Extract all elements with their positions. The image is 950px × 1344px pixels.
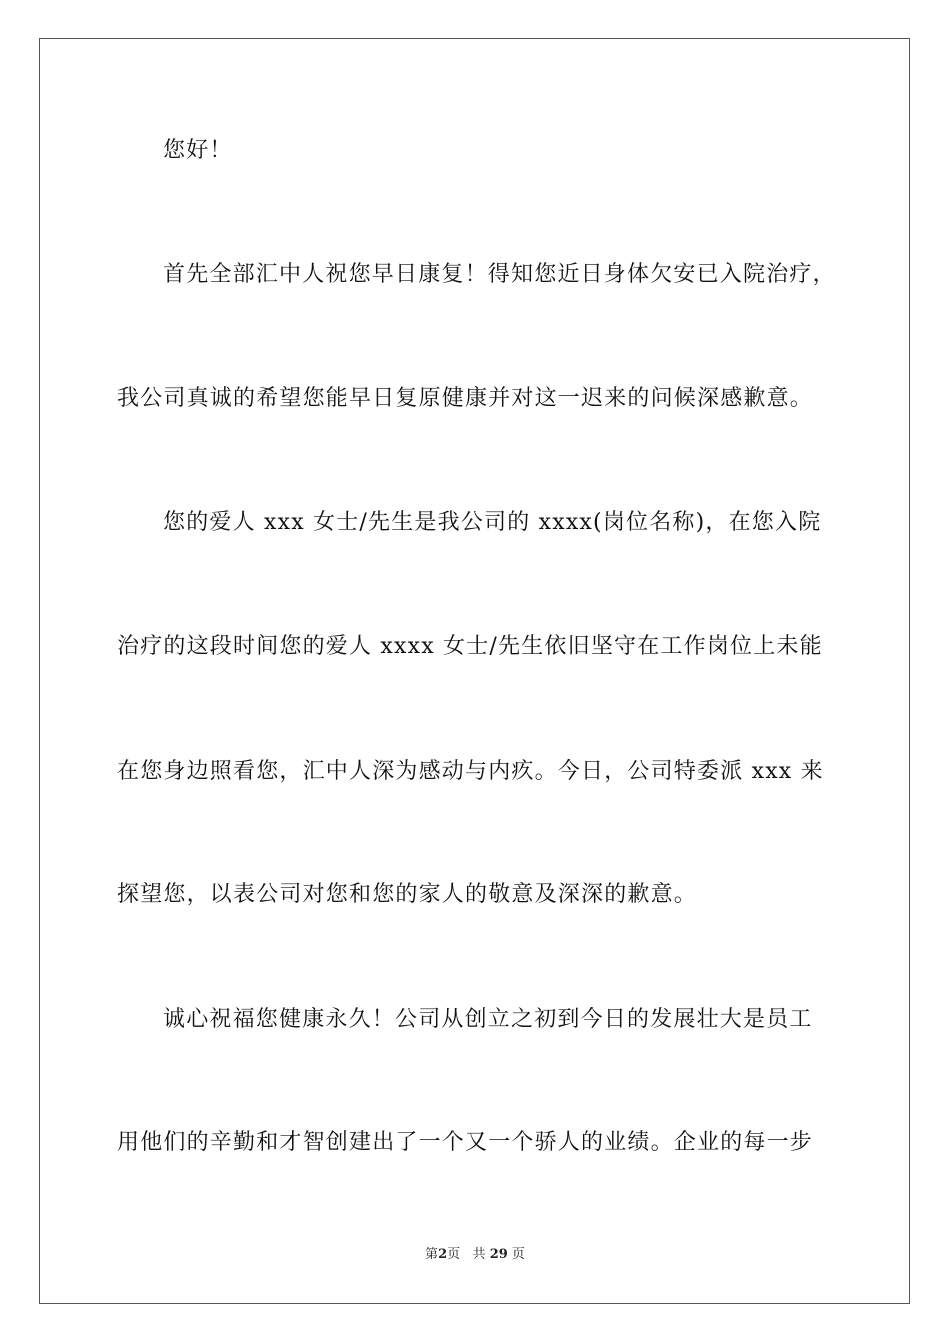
- paragraph-1-line-1: 首先全部汇中人祝您早日康复！得知您近日身体欠安已入院治疗，: [163, 262, 836, 287]
- footer-total-pages: 29: [489, 1247, 508, 1262]
- greeting-line: 您好！: [163, 138, 233, 163]
- paragraph-2-line-4: 探望您，以表公司对您和您的家人的敬意及深深的歉意。: [117, 882, 698, 907]
- footer-total-prefix: 共: [472, 1247, 486, 1262]
- paragraph-1-line-2: 我公司真诚的希望您能早日复原健康并对这一迟来的问候深感歉意。: [117, 386, 814, 411]
- paragraph-3-line-1: 诚心祝福您健康永久！公司从创立之初到今日的发展壮大是员工: [163, 1007, 813, 1032]
- footer-total-suffix: 页: [511, 1247, 525, 1262]
- paragraph-3-line-2: 用他们的辛勤和才智创建出了一个又一个骄人的业绩。企业的每一步: [117, 1130, 814, 1155]
- footer-page-suffix: 页: [447, 1247, 461, 1262]
- paragraph-2-line-2: 治疗的这段时间您的爱人 xxxx 女士/先生依旧坚守在工作岗位上未能: [117, 634, 823, 659]
- footer-page-number: 2: [438, 1247, 448, 1262]
- paragraph-2-line-1: 您的爱人 xxx 女士/先生是我公司的 xxxx(岗位名称)，在您入院: [163, 510, 822, 535]
- page-footer: [0, 1246, 950, 1264]
- paragraph-2-line-3: 在您身边照看您，汇中人深为感动与内疚。今日，公司特委派 xxx 来: [117, 759, 824, 784]
- footer-page-prefix: 第: [425, 1247, 439, 1262]
- page-border: [39, 38, 910, 1304]
